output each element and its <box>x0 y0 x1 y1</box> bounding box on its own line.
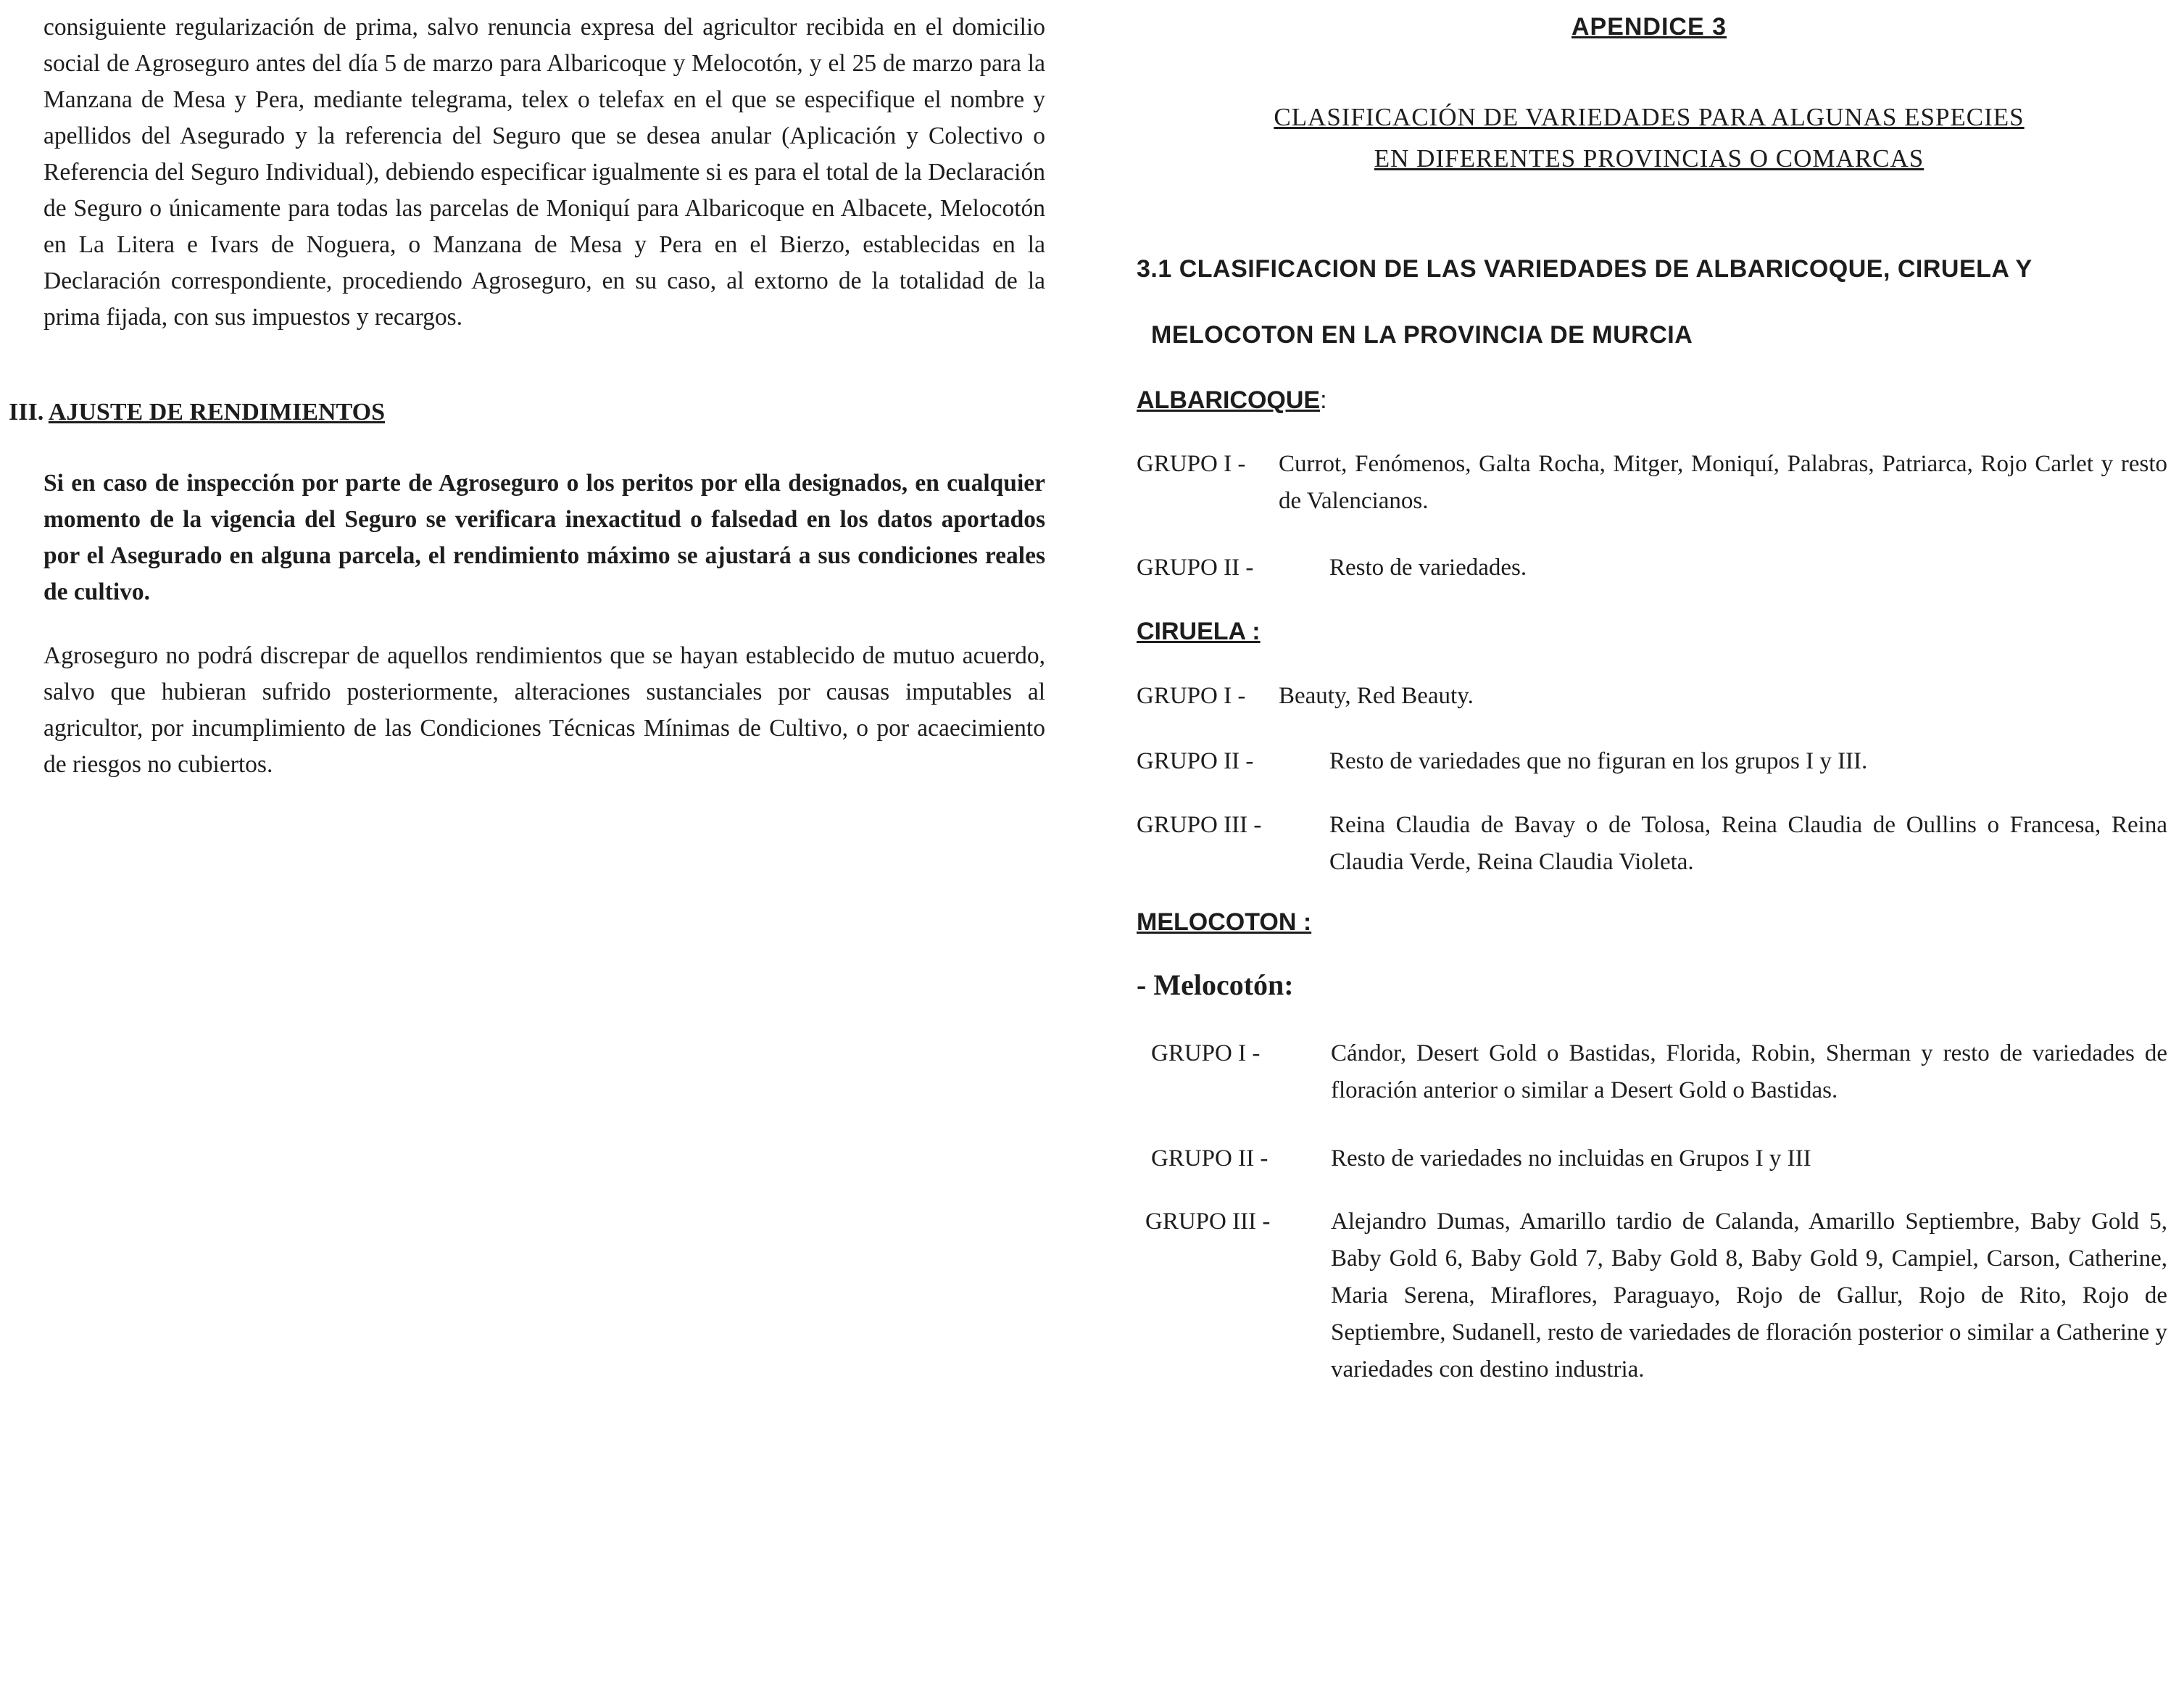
group-varieties: Alejandro Dumas, Amarillo tardio de Calanda, Amarillo Septiembre, Baby Gold 5, Baby Gold 6, Baby Gold 7, Baby Gold 8, Baby Gold 9, Campiel, Carson, Catherine, Maria Serena, Miraflores, Paraguayo, Rojo de Gallur, Rojo de Rito, Rojo de Septiembre, Sudanell, resto de variedades de floración posterior o similar a Catherine y variedades con destino industria. <box>1331 1208 2167 1382</box>
melocoton-group-3 <box>1145 1203 2167 1388</box>
group-varieties: Reina Claudia de Bavay o de Tolosa, Reina Claudia de Oullins o Francesa, Reina Claudia Verde, Reina Claudia Violeta. <box>1329 812 2167 875</box>
albaricoque-heading <box>1137 386 1327 415</box>
albaricoque-heading-text: ALBARICOQUE <box>1137 386 1321 414</box>
group-varieties: Resto de variedades. <box>1329 555 1527 581</box>
inspection-paragraph: Si en caso de inspección por parte de Agroseguro o los peritos por ella designados, en cualquier momento de la vigencia del Seguro se verificara inexactitud o falsedad en los datos aportados por el Asegurado en alguna parcela, el rendimiento máximo se ajustará a sus condiciones reales de cultivo. <box>43 470 1045 605</box>
section-title: AJUSTE DE RENDIMIENTOS <box>48 399 385 426</box>
ciruela-group-1 <box>1137 678 2167 715</box>
group-varieties: Beauty, Red Beauty. <box>1279 683 1474 709</box>
ciruela-heading: CIRUELA : <box>1137 618 1261 645</box>
group-label: GRUPO I - <box>1151 1040 1261 1066</box>
ciruela-group-3 <box>1137 807 2167 881</box>
group-label: GRUPO II - <box>1151 1145 1269 1172</box>
melocoton-group-2 <box>1151 1140 2167 1177</box>
albaricoque-group-1 <box>1137 446 2167 520</box>
appendix-title: APENDICE 3 <box>1571 13 1727 41</box>
group-label: GRUPO III - <box>1137 812 1262 838</box>
classification-title-line-2: EN DIFERENTES PROVINCIAS O COMARCAS <box>1374 144 1925 173</box>
ciruela-group-2 <box>1137 743 2167 780</box>
albaricoque-heading-colon: : <box>1320 386 1327 414</box>
albaricoque-group-2 <box>1137 550 2167 586</box>
group-label: GRUPO II - <box>1137 748 1254 774</box>
group-varieties: Cándor, Desert Gold o Bastidas, Florida, Robin, Sherman y resto de variedades de floración anterior o similar a Desert Gold o Bastidas. <box>1331 1040 2167 1103</box>
group-varieties: Resto de variedades no incluidas en Grupos I y III <box>1331 1145 1811 1172</box>
section-iii-heading <box>9 399 385 426</box>
section-number: III. <box>9 399 44 426</box>
group-label: GRUPO I - <box>1137 683 1246 709</box>
group-label: GRUPO III - <box>1145 1208 1271 1235</box>
group-label: GRUPO I - <box>1137 451 1246 477</box>
group-varieties: Resto de variedades que no figuran en los grupos I y III. <box>1329 748 1868 774</box>
group-varieties-text: Currot, Fenómenos, Galta Rocha, Mitger, Moniquí, Palabras, Patriarca, Rojo Carlet y resto de Valencianos. <box>1279 451 2167 514</box>
group-varieties <box>1279 446 2167 520</box>
classification-title-line-1: CLASIFICACIÓN DE VARIEDADES PARA ALGUNAS ESPECIES <box>1274 103 2025 131</box>
melocoton-subheading: - Melocotón: <box>1137 969 1294 1001</box>
subsection-title-line-1: 3.1 CLASIFICACION DE LAS VARIEDADES DE ALBARICOQUE, CIRUELA Y <box>1137 255 2033 283</box>
melocoton-group-1 <box>1151 1035 2167 1109</box>
subsection-title-line-2: MELOCOTON EN LA PROVINCIA DE MURCIA <box>1151 321 1693 349</box>
yield-agreement-paragraph: Agroseguro no podrá discrepar de aquellos rendimientos que se hayan establecido de mutuo acuerdo, salvo que hubieran sufrido posteriormente, alteraciones sustanciales por causas imputables al agricultor, por incumplimiento de las Condiciones Técnicas Mínimas de Cultivo, o por acaecimiento de riesgos no cubiertos. <box>43 642 1045 778</box>
insurance-cancellation-paragraph: consiguiente regularización de prima, salvo renuncia expresa del agricultor recibida en el domicilio social de Agroseguro antes del día 5 de marzo para Albaricoque y Melocotón, y el 25 de marzo para la Manzana de Mesa y Pera, mediante telegrama, telex o telefax en el que se especifique el nombre y apellidos del Asegurado y la referencia del Seguro que se desea anular (Aplicación y Colectivo o Referencia del Seguro Individual), debiendo especificar igualmente si es para el total de la Declaración de Seguro o únicamente para todas las parcelas de Moniquí para Albaricoque en Albacete, Melocotón en La Litera e Ivars de Noguera, o Manzana de Mesa y Pera en el Bierzo, establecidas en la Declaración correspondiente, procediendo Agroseguro, en su caso, al extorno de la totalidad de la prima fijada, con sus impuestos y recargos. <box>43 14 1045 331</box>
group-label: GRUPO II - <box>1137 555 1254 581</box>
melocoton-heading: MELOCOTON : <box>1137 908 1312 936</box>
